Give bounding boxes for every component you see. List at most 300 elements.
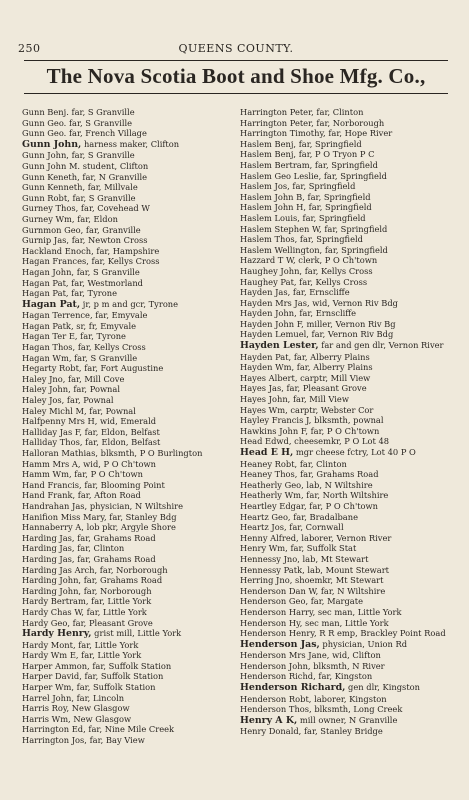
entry-detail: wid, Clifton xyxy=(329,650,381,661)
right-column xyxy=(240,107,454,746)
directory-entry xyxy=(240,160,454,171)
entry-detail: far, Clinton xyxy=(313,107,364,117)
entry-name: Hagan Terrence, xyxy=(22,310,93,321)
directory-entry xyxy=(22,256,232,267)
entry-name: Harris Roy, xyxy=(22,703,70,714)
directory-entry xyxy=(22,107,232,118)
directory-entry xyxy=(22,459,232,470)
directory-entry xyxy=(240,671,454,682)
entry-detail: far, Nine Mile Creek xyxy=(85,724,175,735)
entry-detail: lab, Mt Stewart xyxy=(299,553,369,564)
directory-entry xyxy=(22,395,232,406)
directory-entry xyxy=(22,299,232,311)
directory-entry xyxy=(22,596,232,607)
entry-name: Harding John, xyxy=(22,585,82,596)
entry-detail: far, Kellys Cross xyxy=(75,342,146,353)
entry-detail: far, Springfield xyxy=(299,212,366,223)
entry-detail: wid, Emerald xyxy=(97,416,157,427)
page-number: 250 xyxy=(18,42,41,55)
entry-detail: far, Suffolk Station xyxy=(81,671,164,682)
directory-entry xyxy=(22,607,232,618)
directory-entry xyxy=(240,107,454,118)
directory-entry xyxy=(240,394,454,405)
entry-name: Harding Jas, xyxy=(22,553,75,564)
entry-name: Hayes Jas, xyxy=(240,383,284,394)
entry-name: Hayes Wm, xyxy=(240,404,288,415)
entry-detail: far, Springfield xyxy=(312,159,378,170)
entry-detail: physician, N Wiltshire xyxy=(87,500,184,511)
entry-detail: far, Springfield xyxy=(296,138,362,149)
entry-detail: New Glasgow xyxy=(70,713,132,724)
entry-name: Henry A K, xyxy=(240,714,298,726)
entry-name: Hagan Pat, xyxy=(22,277,69,288)
county-heading: QUEENS COUNTY. xyxy=(178,42,294,55)
entry-name: Gunn John M. xyxy=(22,160,81,171)
directory-entry xyxy=(240,607,454,618)
entry-detail: far, Grahams Road xyxy=(74,532,156,543)
entry-name: Haslem Benj, xyxy=(240,149,297,160)
directory-entry xyxy=(22,618,232,629)
entry-detail: far, Margate xyxy=(308,596,363,607)
entry-name: Henderson Henry, xyxy=(240,628,317,639)
entry-name: Heatherly Wm, xyxy=(240,490,304,501)
directory-entry xyxy=(240,533,454,544)
directory-entry xyxy=(240,596,454,607)
directory-entry xyxy=(240,618,454,629)
entry-detail: far, Bradalbane xyxy=(290,511,358,522)
directory-entry xyxy=(22,490,232,501)
entry-detail: far, Afton Road xyxy=(75,490,141,501)
directory-entry xyxy=(240,682,454,694)
entry-name: Henderson John, xyxy=(240,660,311,671)
entry-detail: far, Pownal xyxy=(64,395,114,406)
entry-detail: sec man, Little York xyxy=(302,617,389,628)
directory-entry xyxy=(240,171,454,182)
directory-entry xyxy=(240,694,454,705)
entry-detail: grist mill, Little York xyxy=(91,628,182,639)
entry-name: Haslem John H, xyxy=(240,202,307,213)
entry-detail: far, Springfield xyxy=(321,170,387,181)
entry-detail: far, Grahams Road xyxy=(81,575,163,586)
entry-name: Hagan Pat, xyxy=(22,288,69,299)
entry-detail: far and gen dlr, Vernon River xyxy=(318,340,444,351)
left-column xyxy=(22,107,232,746)
entry-name: Gunn Geo. xyxy=(22,128,67,139)
entry-detail: far, Suffolk Station xyxy=(89,660,172,671)
entry-name: Hamm Wm, xyxy=(22,469,72,480)
directory-entry xyxy=(22,214,232,225)
directory-entry xyxy=(22,288,232,299)
entry-name: Haughey John, xyxy=(240,265,303,276)
entry-name: Henderson Robt, xyxy=(240,693,312,704)
entry-detail: far, Lincoln xyxy=(73,692,125,703)
entry-name: Harrington Ed, xyxy=(22,724,86,735)
entry-detail: jr, p m and gcr, Tyrone xyxy=(80,298,179,309)
entry-detail: far, Eldon xyxy=(74,213,118,224)
entry-name: Hayden Lester, xyxy=(240,340,319,352)
entry-name: Hagan Ter E, xyxy=(22,331,78,342)
entry-name: Henny Alfred, xyxy=(240,532,299,543)
entry-detail: mgr cheese fctry, Lot 40 P O xyxy=(293,447,416,457)
entry-detail: far, S Granville xyxy=(68,107,135,117)
entry-name: Hand Francis, xyxy=(22,479,82,490)
directory-entry xyxy=(240,501,454,512)
entry-name: Haslem Thos, xyxy=(240,234,298,245)
entry-detail: New Glasgow xyxy=(69,703,130,714)
entry-name: Harrington Timothy, xyxy=(240,128,326,139)
entry-detail: lab, Mount Stewart xyxy=(304,564,389,575)
entry-name: Handrahan Jas, xyxy=(22,500,88,511)
directory-entry xyxy=(240,565,454,576)
entry-name: Heartz Jos, xyxy=(240,522,287,533)
entry-detail: far, Stanley Bridge xyxy=(301,726,383,737)
entry-name: Halliday Jas F, xyxy=(22,426,82,437)
directory-entry xyxy=(22,321,232,332)
entry-detail: far, Tyrone xyxy=(68,288,117,299)
entry-name: Harrington Jos, xyxy=(22,735,87,746)
directory-entry xyxy=(240,192,454,203)
directory-entry xyxy=(22,172,232,183)
directory-entry xyxy=(240,639,454,651)
entry-name: Henderson Geo, xyxy=(240,596,309,607)
entry-detail: far, Westmorland xyxy=(68,277,143,288)
directory-entry xyxy=(240,522,454,533)
entry-detail: far, Suffolk Stat xyxy=(287,543,357,554)
directory-entry xyxy=(240,436,454,447)
directory-entry xyxy=(240,340,454,352)
entry-detail: far, Stanley Bdg xyxy=(106,511,177,522)
directory-entry xyxy=(22,735,232,746)
entry-detail: far, Clinton xyxy=(297,458,347,469)
entry-detail: blksmth, N River xyxy=(310,660,385,671)
entry-name: Harrel John, xyxy=(22,692,74,703)
entry-name: Hardy Henry, xyxy=(22,628,92,640)
directory-entry xyxy=(22,575,232,586)
directory-entry xyxy=(22,161,232,172)
entry-detail: far, P O Ch'town xyxy=(306,500,378,511)
entry-name: Henderson Dan W, xyxy=(240,585,319,596)
entry-name: Hayes John, xyxy=(240,394,291,405)
directory-entry xyxy=(22,128,232,139)
entry-detail: far, Grahams Road xyxy=(74,553,156,564)
directory-entry xyxy=(240,319,454,330)
entry-name: Heaney Thos, xyxy=(240,469,298,480)
entry-detail: wid, P O Ch'town xyxy=(80,458,156,469)
directory-entry xyxy=(240,255,454,266)
directory-entry xyxy=(240,329,454,340)
entry-name: Hardy Mont, xyxy=(22,639,76,650)
entry-detail: far, Norborough xyxy=(97,564,168,575)
entry-detail: far, S Granville xyxy=(69,192,136,203)
directory-entry xyxy=(240,512,454,523)
entry-name: Harrington Peter, xyxy=(240,107,314,117)
entry-name: Haslem Louis, xyxy=(240,212,300,223)
entry-name: Gunn Benj. xyxy=(22,107,69,117)
entry-name: Heartley Edgar, xyxy=(240,500,307,511)
directory-entry xyxy=(22,650,232,661)
directory-entry xyxy=(22,714,232,725)
entry-detail: far, Springfield xyxy=(289,181,356,192)
entry-name: Harper Wm, xyxy=(22,682,75,693)
entry-name: Herring Jno, xyxy=(240,575,293,586)
entry-name: Heatherly Geo, xyxy=(240,479,304,490)
entry-name: Heartz Geo, xyxy=(240,511,291,522)
entry-detail: far, S Granville xyxy=(74,266,140,277)
directory-entry xyxy=(240,490,454,501)
entry-name: Henderson Hy, xyxy=(240,617,303,628)
entry-name: Hagan Frances, xyxy=(22,256,89,267)
directory-entry xyxy=(240,213,454,224)
directory-entry xyxy=(240,277,454,288)
entry-name: Gurney Thos, xyxy=(22,203,79,214)
entry-detail: far, Ernscliffe xyxy=(296,308,357,319)
entry-detail: blksmth, P O Burlington xyxy=(98,448,203,458)
directory-entry xyxy=(22,437,232,448)
entry-detail: far, Clinton xyxy=(74,543,125,554)
entry-name: Henderson Jas, xyxy=(240,638,320,650)
entry-name: Halloran Mathias, xyxy=(22,448,98,458)
entry-name: Head Edwd, xyxy=(240,436,292,447)
entry-name: Hennessy Jno, xyxy=(240,553,300,564)
directory-entry xyxy=(22,554,232,565)
entry-detail: far, Springfield xyxy=(297,234,363,245)
entry-detail: clerk, P O Ch'town xyxy=(295,255,378,266)
entry-name: Hagan Pat, xyxy=(22,298,81,310)
directory-entry xyxy=(240,480,454,491)
entry-detail: carptr, Webster Cor xyxy=(287,404,374,415)
directory-entry xyxy=(22,225,232,236)
entry-detail: far, S Granville xyxy=(71,352,138,363)
directory-entry xyxy=(22,543,232,554)
entry-detail: far, Kellys Cross xyxy=(296,276,368,287)
entry-detail: gen dlr, Kingston xyxy=(345,682,420,693)
directory-entry xyxy=(240,704,454,715)
directory-entry xyxy=(240,308,454,319)
entry-detail: far, Springfield xyxy=(304,191,371,202)
directory-entry xyxy=(22,267,232,278)
entry-detail: far, Granville xyxy=(83,224,141,235)
entry-name: Harrington Peter, xyxy=(240,117,314,128)
entry-detail: laborer, Vernon River xyxy=(298,532,392,543)
entry-name: Hanifion Miss Mary, xyxy=(22,511,107,522)
directory-entry xyxy=(22,703,232,714)
entry-detail: mill owner, N Granville xyxy=(297,714,398,725)
directory-entry xyxy=(22,671,232,682)
entry-name: Head E H, xyxy=(240,447,294,458)
directory-entry xyxy=(22,182,232,193)
directory-entry xyxy=(240,715,454,727)
entry-name: Hannaberry A, xyxy=(22,522,84,533)
directory-entry xyxy=(22,246,232,257)
directory-entry xyxy=(240,234,454,245)
directory-entry xyxy=(240,469,454,480)
entry-name: Harding John, xyxy=(22,575,82,586)
entry-name: Gurney Wm, xyxy=(22,213,75,224)
entry-detail: far, Norborough xyxy=(313,117,385,128)
entry-detail: far, Pleasant Grove xyxy=(283,383,367,394)
directory-entry xyxy=(240,245,454,256)
directory-entry xyxy=(22,661,232,672)
entry-detail: far, Norborough xyxy=(81,585,152,596)
entry-detail: far, Grahams Road xyxy=(297,469,379,480)
entry-name: Halfpenny Mrs H, xyxy=(22,416,98,427)
entry-detail: far, Kellys Cross xyxy=(88,256,160,267)
directory-entry xyxy=(240,383,454,394)
entry-detail: far, Eldon, Belfast xyxy=(82,437,161,448)
entry-name: Henderson Richd, xyxy=(240,671,316,682)
entry-detail: far, Kingston xyxy=(315,671,373,682)
entry-detail: far, Springfield xyxy=(322,244,388,255)
entry-name: Harding Jas Arch, xyxy=(22,564,98,575)
entry-detail: far, Pleasant Grove xyxy=(69,617,153,628)
entry-name: Hackland Enoch, xyxy=(22,245,94,256)
directory-entry xyxy=(22,406,232,417)
directory-entry xyxy=(240,149,454,160)
entry-detail: far, Pownal xyxy=(86,405,136,416)
entry-detail: far, Cornwall xyxy=(286,522,344,533)
directory-entry xyxy=(240,554,454,565)
entry-name: Hayden Wm, xyxy=(240,362,295,373)
entry-name: Haslem John B, xyxy=(240,191,305,202)
entry-name: Hayden John F, xyxy=(240,318,304,329)
entry-detail: far, Alberry Plains xyxy=(294,362,373,373)
directory-entry xyxy=(240,586,454,597)
entry-detail: far, N Granville xyxy=(79,171,148,182)
directory-entry xyxy=(22,724,232,735)
entry-name: Hagan John, xyxy=(22,266,75,277)
entry-name: Haley Jno, xyxy=(22,373,66,384)
entry-name: Henderson Richard, xyxy=(240,682,346,694)
entry-name: Gunn Kenneth, xyxy=(22,182,86,193)
entry-detail: R R emp, Brackley Point Road xyxy=(316,628,446,639)
directory-entry xyxy=(240,447,454,459)
entry-detail: far, Little York xyxy=(88,596,152,607)
entry-name: Haslem Bertram, xyxy=(240,159,313,170)
directory-entry xyxy=(22,353,232,364)
directory-entry xyxy=(22,235,232,246)
directory-entry xyxy=(240,661,454,672)
entry-name: Hegarty Robt, xyxy=(22,363,82,374)
entry-name: Henry Donald, xyxy=(240,726,302,737)
entry-detail: far, P O Ch'town xyxy=(307,425,380,436)
entry-name: Hennessy Patk, xyxy=(240,564,305,575)
entry-detail: sec man, Little York xyxy=(315,606,402,617)
entry-detail: student, Clifton xyxy=(80,160,149,171)
entry-detail: far, Alberry Plains xyxy=(291,351,370,362)
directory-entry xyxy=(22,480,232,491)
entry-name: Haley John, xyxy=(22,384,71,395)
entry-name: Gunn John, xyxy=(22,150,69,161)
entry-detail: far, Blooming Point xyxy=(81,479,165,490)
entry-name: Hayley Francis J, xyxy=(240,415,312,426)
entry-detail: far, Springfield xyxy=(321,223,388,234)
entry-name: Hayes Albert, xyxy=(240,372,298,383)
entry-detail: far, Millvale xyxy=(85,182,138,193)
directory-entry xyxy=(240,543,454,554)
entry-detail: far, Vernon Riv Bdg xyxy=(308,329,394,340)
entry-name: Hamm Mrs A, xyxy=(22,458,81,469)
entry-detail: far, Little York xyxy=(84,606,147,617)
entry-detail: far, French Village xyxy=(66,128,147,139)
directory-entry xyxy=(240,405,454,416)
entry-detail: far, Hope River xyxy=(325,128,393,139)
entry-name: Hardy Bertram, xyxy=(22,596,89,607)
entry-name: Haslem Geo Leslie, xyxy=(240,170,322,181)
entry-detail: far, S Granville xyxy=(68,150,135,161)
directory-entry xyxy=(22,331,232,342)
entry-detail: far, Suffolk Station xyxy=(74,682,156,693)
entry-detail: far, Kellys Cross xyxy=(302,265,373,276)
entry-detail: far, Springfield xyxy=(306,202,372,213)
entry-detail: far, S Granville xyxy=(66,117,133,128)
entry-name: Hazzard T W, xyxy=(240,255,296,266)
entry-detail: far, Covehead W xyxy=(78,203,150,214)
directory-entry xyxy=(22,533,232,544)
entry-detail: far, Emyvale xyxy=(92,310,148,321)
entry-detail: blksmth, pownal xyxy=(311,415,384,426)
advertisement-banner: The Nova Scotia Boot and Shoe Mfg. Co., xyxy=(24,60,448,94)
entry-detail: far, Fort Augustine xyxy=(81,363,164,374)
entry-detail: far, Little York xyxy=(78,650,142,661)
directory-columns xyxy=(22,107,454,746)
entry-detail: wid, Vernon Riv Bdg xyxy=(309,297,398,308)
entry-detail: lab, N Wiltshire xyxy=(303,479,373,490)
entry-name: Hagan Wm, xyxy=(22,352,72,363)
entry-name: Haughey Pat, xyxy=(240,276,297,287)
entry-detail: far, Hampshire xyxy=(93,245,160,256)
directory-entry xyxy=(240,726,454,737)
directory-entry xyxy=(240,575,454,586)
directory-entry xyxy=(22,374,232,385)
entry-detail: far, North Wiltshire xyxy=(303,490,389,501)
directory-entry xyxy=(240,298,454,309)
directory-entry xyxy=(240,352,454,363)
directory-entry xyxy=(22,682,232,693)
entry-detail: sr, fr, Emyvale xyxy=(73,320,137,331)
directory-entry xyxy=(240,139,454,150)
directory-entry xyxy=(22,448,232,459)
entry-name: Hayden Lemuel, xyxy=(240,329,309,340)
entry-detail: lob pkr, Argyle Shore xyxy=(83,522,176,533)
directory-entry xyxy=(240,426,454,437)
entry-name: Harris Wm, xyxy=(22,713,71,724)
directory-entry xyxy=(22,565,232,576)
entry-name: Gurnip Jas, xyxy=(22,235,70,246)
entry-name: Heaney Robt, xyxy=(240,458,298,469)
entry-name: Haley Michl M, xyxy=(22,405,87,416)
entry-name: Gunn John, xyxy=(22,138,82,150)
entry-name: Hagan Patk, xyxy=(22,320,74,331)
entry-name: Hagan Thos, xyxy=(22,342,76,353)
entry-detail: far, Pownal xyxy=(70,384,120,395)
directory-entry xyxy=(22,118,232,129)
directory-entry xyxy=(22,193,232,204)
directory-entry xyxy=(22,278,232,289)
directory-entry xyxy=(22,640,232,651)
entry-name: Haley Jos, xyxy=(22,395,65,406)
directory-entry xyxy=(22,628,232,640)
directory-entry xyxy=(22,139,232,151)
entry-name: Hardy Chas W, xyxy=(22,606,85,617)
entry-name: Gurnmon Geo, xyxy=(22,224,84,235)
directory-entry xyxy=(240,373,454,384)
directory-entry xyxy=(240,459,454,470)
entry-detail: physician, Union Rd xyxy=(319,638,408,649)
entry-detail: shoemkr, Mt Stewart xyxy=(292,575,384,586)
entry-detail: far, Bay View xyxy=(86,735,145,746)
entry-detail: far, Tyrone xyxy=(77,331,126,342)
entry-name: Harding Jas, xyxy=(22,543,75,554)
